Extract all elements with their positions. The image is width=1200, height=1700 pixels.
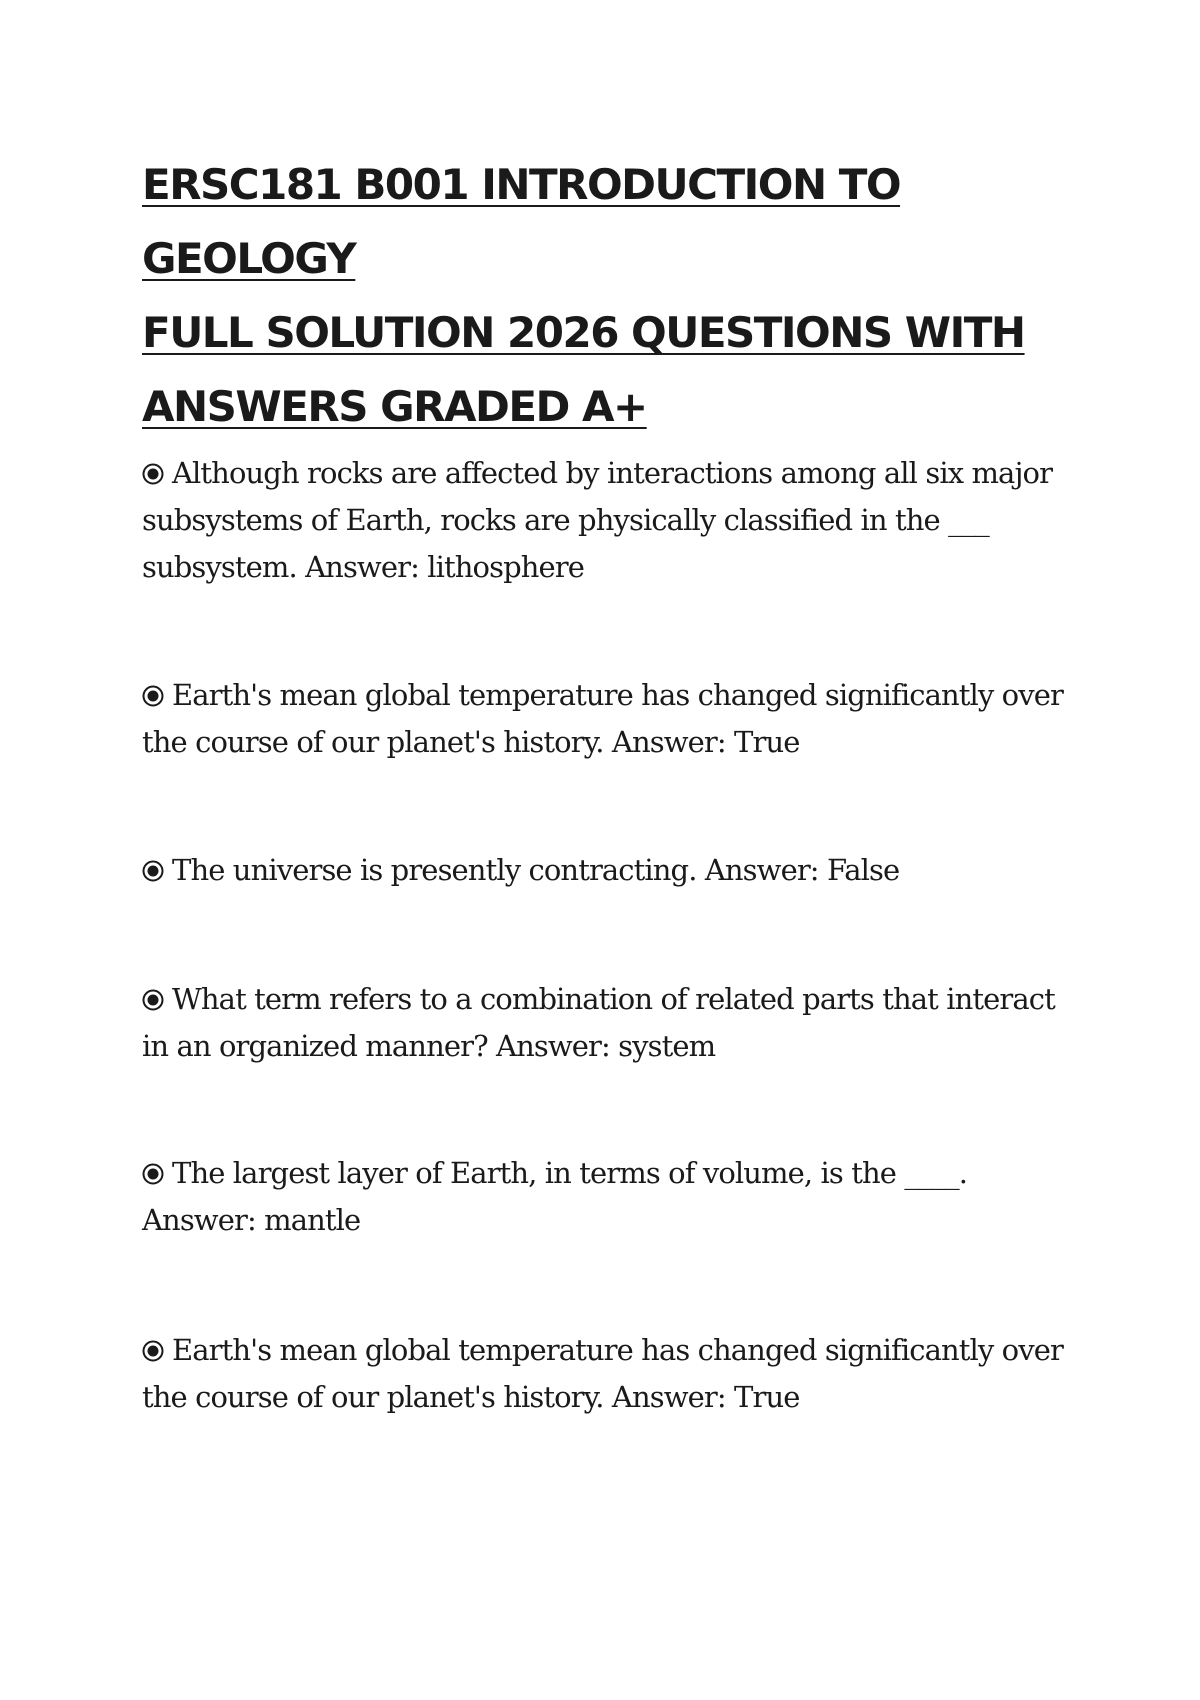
radio-bullet-icon	[142, 1340, 164, 1362]
title-line-3: ANSWERS GRADED A+	[142, 382, 647, 431]
radio-bullet-icon	[142, 989, 164, 1011]
radio-bullet-icon	[142, 860, 164, 882]
question-text: What term refers to a combination of related parts that interact in an organized manner? Answer: system	[142, 982, 1055, 1063]
question-item-5	[142, 1150, 1072, 1244]
question-text: Earth's mean global temperature has changed significantly over the course of our planet's history. Answer: True	[142, 1333, 1063, 1414]
radio-bullet-icon	[142, 463, 164, 485]
question-text: Although rocks are affected by interactions among all six major subsystems of Earth, rocks are physically classified in the ___ subsystem. Answer: lithosphere	[142, 456, 1053, 584]
radio-bullet-icon	[142, 1163, 164, 1185]
radio-bullet-icon	[142, 685, 164, 707]
question-text: The largest layer of Earth, in terms of volume, is the ____. Answer: mantle	[142, 1156, 968, 1237]
question-item-3	[142, 847, 1072, 894]
title-line-2: FULL SOLUTION 2026 QUESTIONS WITH	[142, 308, 1025, 357]
title-line-1: ERSC181 B001 INTRODUCTION TO GEOLOGY	[142, 160, 901, 283]
question-item-4	[142, 976, 1072, 1070]
question-item-2	[142, 672, 1072, 766]
question-text: Earth's mean global temperature has changed significantly over the course of our planet's history. Answer: True	[142, 678, 1063, 759]
document-title	[142, 148, 1072, 444]
question-item-6	[142, 1327, 1072, 1421]
question-text: The universe is presently contracting. Answer: False	[172, 853, 900, 887]
question-item-1	[142, 450, 1072, 591]
